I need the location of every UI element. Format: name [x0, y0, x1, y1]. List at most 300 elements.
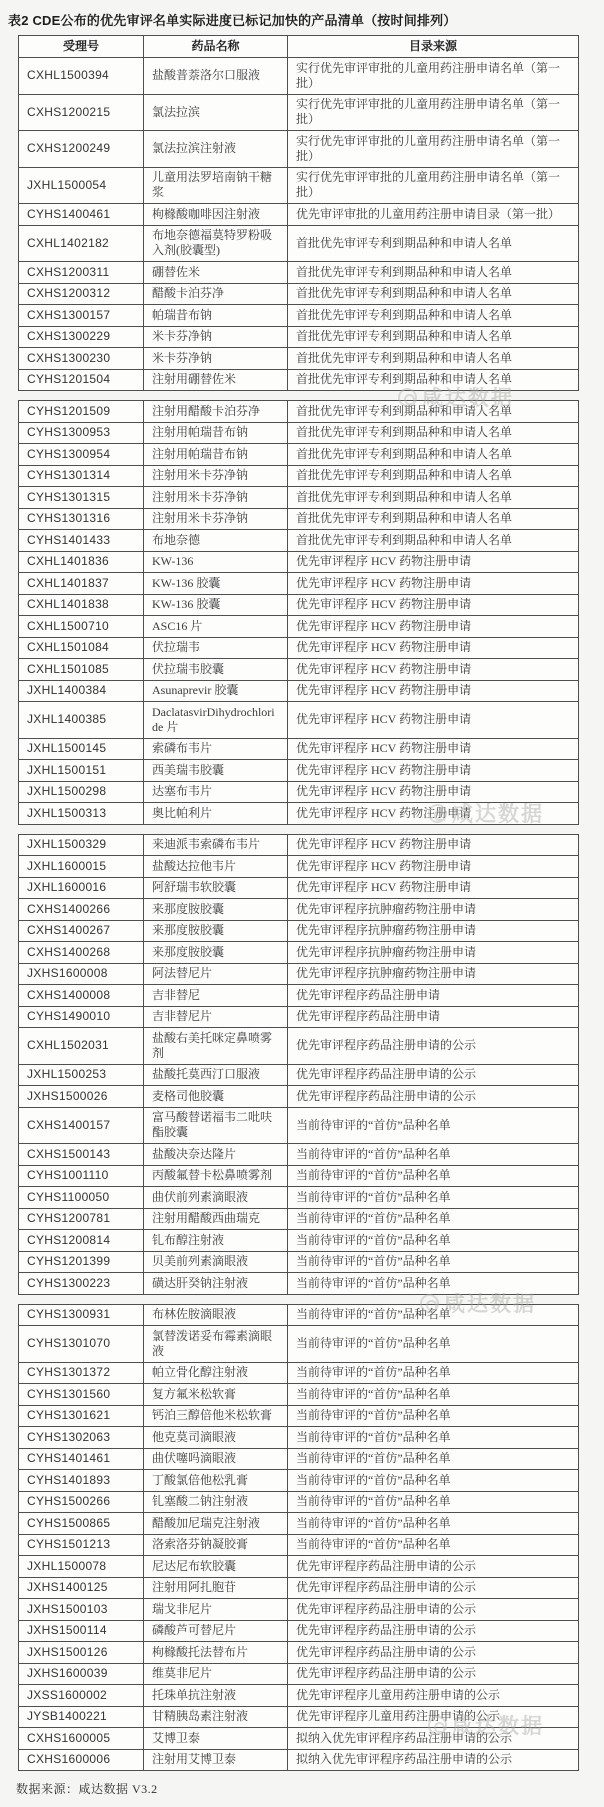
table-row [19, 1663, 579, 1685]
cell-source: 优先审评程序 HCV 药物注册申请 [288, 803, 579, 825]
cell-acceptance-number: CXHS1600005 [19, 1728, 144, 1750]
table-row [19, 444, 579, 466]
cell-drug-name: 醋酸卡泊芬净 [144, 283, 288, 305]
cell-source: 优先审评程序儿童用药注册申请的公示 [288, 1685, 579, 1707]
table-row [19, 1642, 579, 1664]
cell-source: 当前待审评的“首仿”品种名单 [288, 1405, 579, 1427]
cell-acceptance-number: JXSS1600002 [19, 1685, 144, 1707]
cell-source: 当前待审评的“首仿”品种名单 [288, 1273, 579, 1295]
cell-drug-name: 注射用帕瑞昔布钠 [144, 444, 288, 466]
table-row [19, 637, 579, 659]
cell-source: 优先审评程序 HCV 药物注册申请 [288, 594, 579, 616]
table-row [19, 1064, 579, 1086]
cell-acceptance-number: CYHS1300954 [19, 444, 144, 466]
cell-drug-name: 枸橼酸咖啡因注射液 [144, 204, 288, 226]
cell-acceptance-number: CYHS1500266 [19, 1491, 144, 1513]
watermark-text: 咸达数据 [444, 1292, 536, 1316]
cell-acceptance-number: CYHS1100050 [19, 1187, 144, 1209]
cell-drug-name: 布地奈德福莫特罗粉吸入剂(胶囊型) [144, 225, 288, 262]
cell-source: 优先审评程序药品注册申请的公示 [288, 1599, 579, 1621]
cell-source: 当前待审评的“首仿”品种名单 [288, 1534, 579, 1556]
cell-acceptance-number: JXHS1500026 [19, 1086, 144, 1108]
cell-acceptance-number: CXHL1501084 [19, 637, 144, 659]
cell-acceptance-number: CXHS1400157 [19, 1107, 144, 1144]
cell-acceptance-number: JXHS1600039 [19, 1663, 144, 1685]
table-row [19, 963, 579, 985]
table-row [19, 942, 579, 964]
cell-source: 首批优先审评专利到期品种和申请人名单 [288, 530, 579, 552]
cell-drug-name: 甘精胰岛素注射液 [144, 1706, 288, 1728]
cell-source: 优先审评程序 HCV 药物注册申请 [288, 781, 579, 803]
table-row [19, 465, 579, 487]
table-row [19, 1028, 579, 1065]
cell-drug-name: 氯法拉滨 [144, 94, 288, 131]
cell-acceptance-number: JXHL1500253 [19, 1064, 144, 1086]
cell-acceptance-number: CXHS1300229 [19, 326, 144, 348]
cell-drug-name: 磺达肝癸钠注射液 [144, 1273, 288, 1295]
cell-acceptance-number: CXHS1500143 [19, 1144, 144, 1166]
table-row [19, 1534, 579, 1556]
table-row [19, 1273, 579, 1295]
table-row [19, 1326, 579, 1363]
table-row [19, 985, 579, 1007]
cell-acceptance-number: CYHS1200781 [19, 1208, 144, 1230]
table-row [19, 551, 579, 573]
cell-drug-name: 钆塞酸二钠注射液 [144, 1491, 288, 1513]
cell-source: 优先审评程序药品注册申请的公示 [288, 1028, 579, 1065]
cell-acceptance-number: CYHS1301372 [19, 1362, 144, 1384]
table-row [19, 401, 579, 423]
cell-drug-name: 曲伏前列素滴眼液 [144, 1187, 288, 1209]
cell-drug-name: 曲伏噻吗滴眼液 [144, 1448, 288, 1470]
cell-source: 优先审评程序药品注册申请 [288, 1006, 579, 1028]
cell-drug-name: 来迪派韦索磷布韦片 [144, 834, 288, 856]
cell-drug-name: 盐酸托莫西汀口服液 [144, 1064, 288, 1086]
cell-drug-name: 注射用米卡芬净钠 [144, 487, 288, 509]
cell-source: 优先审评程序 HCV 药物注册申请 [288, 834, 579, 856]
cell-acceptance-number: CXHS1200215 [19, 94, 144, 131]
table-row [19, 262, 579, 284]
table-row [19, 573, 579, 595]
cell-drug-name: 盐酸右美托咪定鼻喷雾剂 [144, 1028, 288, 1065]
cell-source: 首批优先审评专利到期品种和申请人名单 [288, 262, 579, 284]
cell-drug-name: 硼替佐米 [144, 262, 288, 284]
table-header-cell: 受理号 [19, 36, 144, 58]
table-segment [18, 1304, 579, 1772]
cell-acceptance-number: CXHS1400267 [19, 920, 144, 942]
cell-acceptance-number: CXHS1200312 [19, 283, 144, 305]
table-row [19, 326, 579, 348]
cell-source: 首批优先审评专利到期品种和申请人名单 [288, 487, 579, 509]
cell-source: 当前待审评的“首仿”品种名单 [288, 1384, 579, 1406]
cell-source: 当前待审评的“首仿”品种名单 [288, 1470, 579, 1492]
cell-acceptance-number: CYHS1490010 [19, 1006, 144, 1028]
cell-acceptance-number: CXHS1600006 [19, 1749, 144, 1771]
cell-drug-name: 尼达尼布软胶囊 [144, 1556, 288, 1578]
cell-source: 实行优先审评审批的儿童用药注册申请名单（第一批） [288, 131, 579, 168]
cell-drug-name: 维莫非尼片 [144, 1663, 288, 1685]
cell-drug-name: 达塞布韦片 [144, 781, 288, 803]
table-row [19, 680, 579, 702]
cell-source: 优先审评程序 HCV 药物注册申请 [288, 760, 579, 782]
cell-drug-name: 注射用米卡芬净钠 [144, 508, 288, 530]
cell-source: 首批优先审评专利到期品种和申请人名单 [288, 444, 579, 466]
table-row [19, 1405, 579, 1427]
table-row [19, 131, 579, 168]
cell-drug-name: Asunaprevir 胶囊 [144, 680, 288, 702]
cell-drug-name: 来那度胺胶囊 [144, 942, 288, 964]
cell-acceptance-number: CYHS1300953 [19, 422, 144, 444]
cell-acceptance-number: CYHS1300223 [19, 1273, 144, 1295]
cell-drug-name: 帕立骨化醇注射液 [144, 1362, 288, 1384]
cell-source: 当前待审评的“首仿”品种名单 [288, 1362, 579, 1384]
cell-drug-name: 盐酸决奈达隆片 [144, 1144, 288, 1166]
cell-drug-name: 伏拉瑞韦胶囊 [144, 659, 288, 681]
cell-source: 当前待审评的“首仿”品种名单 [288, 1107, 579, 1144]
table-row [19, 1577, 579, 1599]
cell-source: 当前待审评的“首仿”品种名单 [288, 1251, 579, 1273]
table-row [19, 1144, 579, 1166]
cell-acceptance-number: CYHS1301621 [19, 1405, 144, 1427]
cell-drug-name: 儿童用法罗培南钠干糖浆 [144, 167, 288, 204]
cell-acceptance-number: JXHL1600015 [19, 856, 144, 878]
table-row [19, 530, 579, 552]
cell-acceptance-number: CXHS1300157 [19, 305, 144, 327]
table-row [19, 1728, 579, 1750]
table-row [19, 94, 579, 131]
table-row [19, 1208, 579, 1230]
cell-drug-name: 复方氟米松软膏 [144, 1384, 288, 1406]
cell-source: 优先审评程序 HCV 药物注册申请 [288, 877, 579, 899]
cell-source: 当前待审评的“首仿”品种名单 [288, 1165, 579, 1187]
cell-source: 优先审评程序 HCV 药物注册申请 [288, 551, 579, 573]
table-row [19, 803, 579, 825]
cell-source: 优先审评程序抗肿瘤药物注册申请 [288, 963, 579, 985]
table-row [19, 1513, 579, 1535]
table-row [19, 659, 579, 681]
cell-source: 首批优先审评专利到期品种和申请人名单 [288, 283, 579, 305]
table-header-cell: 目录来源 [288, 36, 579, 58]
cell-source: 当前待审评的“首仿”品种名单 [288, 1144, 579, 1166]
cell-acceptance-number: CXHS1400268 [19, 942, 144, 964]
table-row [19, 877, 579, 899]
cell-acceptance-number: CYHS1201504 [19, 369, 144, 391]
table-row [19, 305, 579, 327]
cell-acceptance-number: CYHS1301070 [19, 1326, 144, 1363]
table-row [19, 834, 579, 856]
table-row [19, 204, 579, 226]
cell-drug-name: 磷酸芦可替尼片 [144, 1620, 288, 1642]
cell-acceptance-number: JXHS1500114 [19, 1620, 144, 1642]
table-row [19, 487, 579, 509]
cell-drug-name: 伏拉瑞韦 [144, 637, 288, 659]
table-row [19, 1706, 579, 1728]
table-row [19, 348, 579, 370]
cell-drug-name: 布林佐胺滴眼液 [144, 1304, 288, 1326]
cell-drug-name: 米卡芬净钠 [144, 326, 288, 348]
cell-acceptance-number: JXHS1400125 [19, 1577, 144, 1599]
watermark-text: 咸达数据 [452, 1714, 544, 1738]
cell-source: 优先审评程序 HCV 药物注册申请 [288, 637, 579, 659]
cell-drug-name: 西美瑞韦胶囊 [144, 760, 288, 782]
cell-acceptance-number: CYHS1201509 [19, 401, 144, 423]
cell-source: 首批优先审评专利到期品种和申请人名单 [288, 401, 579, 423]
table-row [19, 508, 579, 530]
cell-drug-name: 来那度胺胶囊 [144, 899, 288, 921]
priority-review-table [18, 35, 604, 1771]
cell-acceptance-number: CYHS1201399 [19, 1251, 144, 1273]
table-row [19, 738, 579, 760]
cell-drug-name: 瑞戈非尼片 [144, 1599, 288, 1621]
cell-drug-name: ASC16 片 [144, 616, 288, 638]
cell-source: 优先审评程序 HCV 药物注册申请 [288, 573, 579, 595]
cell-drug-name: 托珠单抗注射液 [144, 1685, 288, 1707]
cell-source: 首批优先审评专利到期品种和申请人名单 [288, 465, 579, 487]
cell-source: 实行优先审评审批的儿童用药注册申请名单（第一批） [288, 167, 579, 204]
cell-acceptance-number: CXHS1200311 [19, 262, 144, 284]
table-row [19, 1749, 579, 1771]
cell-source: 优先审评程序药品注册申请 [288, 985, 579, 1007]
cell-acceptance-number: CXHL1501085 [19, 659, 144, 681]
table-segment [18, 35, 579, 391]
cell-drug-name: 来那度胺胶囊 [144, 920, 288, 942]
cell-acceptance-number: CYHS1400461 [19, 204, 144, 226]
cell-acceptance-number: CYHS1200814 [19, 1230, 144, 1252]
cell-drug-name: 米卡芬净钠 [144, 348, 288, 370]
cell-acceptance-number: CYHS1301315 [19, 487, 144, 509]
table-segment [18, 400, 579, 825]
cell-drug-name: 注射用醋酸西曲瑞克 [144, 1208, 288, 1230]
cell-acceptance-number: CXHL1402182 [19, 225, 144, 262]
cell-acceptance-number: CXHL1502031 [19, 1028, 144, 1065]
cell-drug-name: 洛索洛芬钠凝胶膏 [144, 1534, 288, 1556]
table-row [19, 422, 579, 444]
cell-source: 优先审评程序 HCV 药物注册申请 [288, 702, 579, 739]
cell-drug-name: 吉非替尼片 [144, 1006, 288, 1028]
cell-drug-name: 醋酸加尼瑞克注射液 [144, 1513, 288, 1535]
cell-source: 优先审评程序儿童用药注册申请的公示 [288, 1706, 579, 1728]
cell-source: 优先审评程序药品注册申请的公示 [288, 1086, 579, 1108]
watermark-text: 咸达数据 [452, 802, 544, 826]
table-row [19, 1086, 579, 1108]
cell-source: 拟纳入优先审评程序药品注册申请的公示 [288, 1749, 579, 1771]
cell-source: 当前待审评的“首仿”品种名单 [288, 1326, 579, 1363]
cell-drug-name: 钙泊三醇倍他米松软膏 [144, 1405, 288, 1427]
table-row [19, 1251, 579, 1273]
cell-source: 优先审评程序药品注册申请的公示 [288, 1577, 579, 1599]
watermark-text: 咸达数据 [422, 386, 514, 410]
cell-source: 优先审评程序 HCV 药物注册申请 [288, 856, 579, 878]
cell-drug-name: 吉非替尼 [144, 985, 288, 1007]
cell-drug-name: 奥比帕利片 [144, 803, 288, 825]
cell-drug-name: 丁酸氯倍他松乳膏 [144, 1470, 288, 1492]
cell-drug-name: 丙酸氟替卡松鼻喷雾剂 [144, 1165, 288, 1187]
cell-drug-name: 富马酸替诺福韦二吡呋酯胶囊 [144, 1107, 288, 1144]
table-row [19, 225, 579, 262]
cell-source: 当前待审评的“首仿”品种名单 [288, 1187, 579, 1209]
cell-acceptance-number: CXHL1500710 [19, 616, 144, 638]
table-row [19, 1362, 579, 1384]
table-row [19, 1384, 579, 1406]
cell-drug-name: 阿法替尼片 [144, 963, 288, 985]
table-row [19, 369, 579, 391]
page-title: 表2 CDE公布的优先审评名单实际进度已标记加快的产品清单（按时间排列） [8, 13, 457, 28]
table-row [19, 1556, 579, 1578]
cell-acceptance-number: CYHS1301316 [19, 508, 144, 530]
cell-source: 实行优先审评审批的儿童用药注册申请名单（第一批） [288, 94, 579, 131]
cell-source: 优先审评程序药品注册申请的公示 [288, 1064, 579, 1086]
cell-acceptance-number: CXHL1401838 [19, 594, 144, 616]
cell-source: 当前待审评的“首仿”品种名单 [288, 1230, 579, 1252]
cell-acceptance-number: JXHL1500145 [19, 738, 144, 760]
table-row [19, 1685, 579, 1707]
footer-source-note: 数据来源：咸达数据 V3.2 [16, 1782, 158, 1796]
cell-source: 首批优先审评专利到期品种和申请人名单 [288, 326, 579, 348]
cell-source: 拟纳入优先审评程序药品注册申请的公示 [288, 1728, 579, 1750]
cell-source: 优先审评审批的儿童用药注册申请目录（第一批） [288, 204, 579, 226]
cell-acceptance-number: JYSB1400221 [19, 1706, 144, 1728]
table-row [19, 1187, 579, 1209]
table-header-row [19, 36, 579, 58]
cell-source: 首批优先审评专利到期品种和申请人名单 [288, 508, 579, 530]
cell-source: 优先审评程序药品注册申请的公示 [288, 1642, 579, 1664]
cell-source: 优先审评程序抗肿瘤药物注册申请 [288, 899, 579, 921]
cell-acceptance-number: CXHS1300230 [19, 348, 144, 370]
table-segment [18, 834, 579, 1295]
table-row [19, 702, 579, 739]
cell-drug-name: KW-136 胶囊 [144, 594, 288, 616]
table-row [19, 1470, 579, 1492]
cell-acceptance-number: JXHL1500298 [19, 781, 144, 803]
cell-drug-name: 盐酸普萘洛尔口服液 [144, 58, 288, 95]
cell-drug-name: 艾博卫泰 [144, 1728, 288, 1750]
cell-drug-name: 帕瑞昔布钠 [144, 305, 288, 327]
cell-drug-name: 注射用硼替佐米 [144, 369, 288, 391]
cell-source: 首批优先审评专利到期品种和申请人名单 [288, 305, 579, 327]
table-row [19, 1620, 579, 1642]
table-row [19, 616, 579, 638]
cell-source: 当前待审评的“首仿”品种名单 [288, 1513, 579, 1535]
cell-acceptance-number: CYHS1401461 [19, 1448, 144, 1470]
cell-acceptance-number: CXHS1400266 [19, 899, 144, 921]
cell-acceptance-number: CYHS1301560 [19, 1384, 144, 1406]
cell-acceptance-number: JXHL1500054 [19, 167, 144, 204]
cell-drug-name: 注射用米卡芬净钠 [144, 465, 288, 487]
cell-source: 实行优先审评审批的儿童用药注册申请名单（第一批） [288, 58, 579, 95]
cell-acceptance-number: JXHS1500103 [19, 1599, 144, 1621]
cell-drug-name: 注射用帕瑞昔布钠 [144, 422, 288, 444]
table-row [19, 920, 579, 942]
table-row [19, 58, 579, 95]
cell-drug-name: 贝美前列素滴眼液 [144, 1251, 288, 1273]
cell-drug-name: 注射用艾博卫泰 [144, 1749, 288, 1771]
cell-drug-name: KW-136 胶囊 [144, 573, 288, 595]
table-header-cell: 药品名称 [144, 36, 288, 58]
cell-drug-name: 阿舒瑞韦软胶囊 [144, 877, 288, 899]
cell-drug-name: 注射用阿扎胞苷 [144, 1577, 288, 1599]
cell-acceptance-number: CYHS1401893 [19, 1470, 144, 1492]
cell-source: 优先审评程序 HCV 药物注册申请 [288, 680, 579, 702]
table-row [19, 594, 579, 616]
cell-drug-name: DaclatasvirDihydrochloride 片 [144, 702, 288, 739]
cell-source: 首批优先审评专利到期品种和申请人名单 [288, 225, 579, 262]
table-row [19, 1599, 579, 1621]
cell-acceptance-number: CYHS1401433 [19, 530, 144, 552]
cell-drug-name: 注射用醋酸卡泊芬净 [144, 401, 288, 423]
cell-acceptance-number: CYHS1500865 [19, 1513, 144, 1535]
cell-source: 优先审评程序药品注册申请的公示 [288, 1556, 579, 1578]
cell-source: 优先审评程序抗肿瘤药物注册申请 [288, 920, 579, 942]
cell-source: 首批优先审评专利到期品种和申请人名单 [288, 369, 579, 391]
cell-source: 首批优先审评专利到期品种和申请人名单 [288, 422, 579, 444]
table-row [19, 856, 579, 878]
table-row [19, 167, 579, 204]
cell-acceptance-number: CXHS1200249 [19, 131, 144, 168]
cell-source: 优先审评程序 HCV 药物注册申请 [288, 616, 579, 638]
table-row [19, 1230, 579, 1252]
table-row [19, 760, 579, 782]
cell-acceptance-number: CYHS1301314 [19, 465, 144, 487]
cell-source: 优先审评程序 HCV 药物注册申请 [288, 659, 579, 681]
cell-acceptance-number: JXHS1500126 [19, 1642, 144, 1664]
cell-acceptance-number: JXHS1600008 [19, 963, 144, 985]
cell-drug-name: 他克莫司滴眼液 [144, 1427, 288, 1449]
cell-acceptance-number: JXHL1500313 [19, 803, 144, 825]
cell-acceptance-number: CXHS1400008 [19, 985, 144, 1007]
table-row [19, 1304, 579, 1326]
cell-drug-name: 氯替泼诺妥布霉素滴眼液 [144, 1326, 288, 1363]
table-row [19, 1107, 579, 1144]
table-row [19, 1491, 579, 1513]
cell-source: 优先审评程序 HCV 药物注册申请 [288, 738, 579, 760]
cell-drug-name: 钆布醇注射液 [144, 1230, 288, 1252]
cell-drug-name: 枸橼酸托法替布片 [144, 1642, 288, 1664]
cell-acceptance-number: CYHS1001110 [19, 1165, 144, 1187]
cell-source: 当前待审评的“首仿”品种名单 [288, 1427, 579, 1449]
cell-acceptance-number: JXHL1600016 [19, 877, 144, 899]
table-row [19, 899, 579, 921]
table-row [19, 1165, 579, 1187]
cell-drug-name: KW-136 [144, 551, 288, 573]
cell-source: 优先审评程序药品注册申请的公示 [288, 1663, 579, 1685]
cell-acceptance-number: JXHL1400384 [19, 680, 144, 702]
cell-acceptance-number: JXHL1400385 [19, 702, 144, 739]
cell-drug-name: 盐酸达拉他韦片 [144, 856, 288, 878]
cell-acceptance-number: JXHL1500151 [19, 760, 144, 782]
table-row [19, 1427, 579, 1449]
cell-acceptance-number: CXHL1401837 [19, 573, 144, 595]
cell-source: 当前待审评的“首仿”品种名单 [288, 1491, 579, 1513]
cell-acceptance-number: CXHL1500394 [19, 58, 144, 95]
cell-source: 优先审评程序抗肿瘤药物注册申请 [288, 942, 579, 964]
table-row [19, 781, 579, 803]
cell-source: 当前待审评的“首仿”品种名单 [288, 1304, 579, 1326]
cell-acceptance-number: CYHS1302063 [19, 1427, 144, 1449]
cell-acceptance-number: CYHS1300931 [19, 1304, 144, 1326]
table-row [19, 283, 579, 305]
table-row [19, 1006, 579, 1028]
cell-acceptance-number: JXHL1500329 [19, 834, 144, 856]
cell-drug-name: 索磷布韦片 [144, 738, 288, 760]
cell-acceptance-number: CYHS1501213 [19, 1534, 144, 1556]
cell-source: 当前待审评的“首仿”品种名单 [288, 1448, 579, 1470]
cell-source: 首批优先审评专利到期品种和申请人名单 [288, 348, 579, 370]
cell-source: 当前待审评的“首仿”品种名单 [288, 1208, 579, 1230]
cell-drug-name: 氯法拉滨注射液 [144, 131, 288, 168]
cell-drug-name: 麦格司他胶囊 [144, 1086, 288, 1108]
table-row [19, 1448, 579, 1470]
cell-acceptance-number: CXHL1401836 [19, 551, 144, 573]
